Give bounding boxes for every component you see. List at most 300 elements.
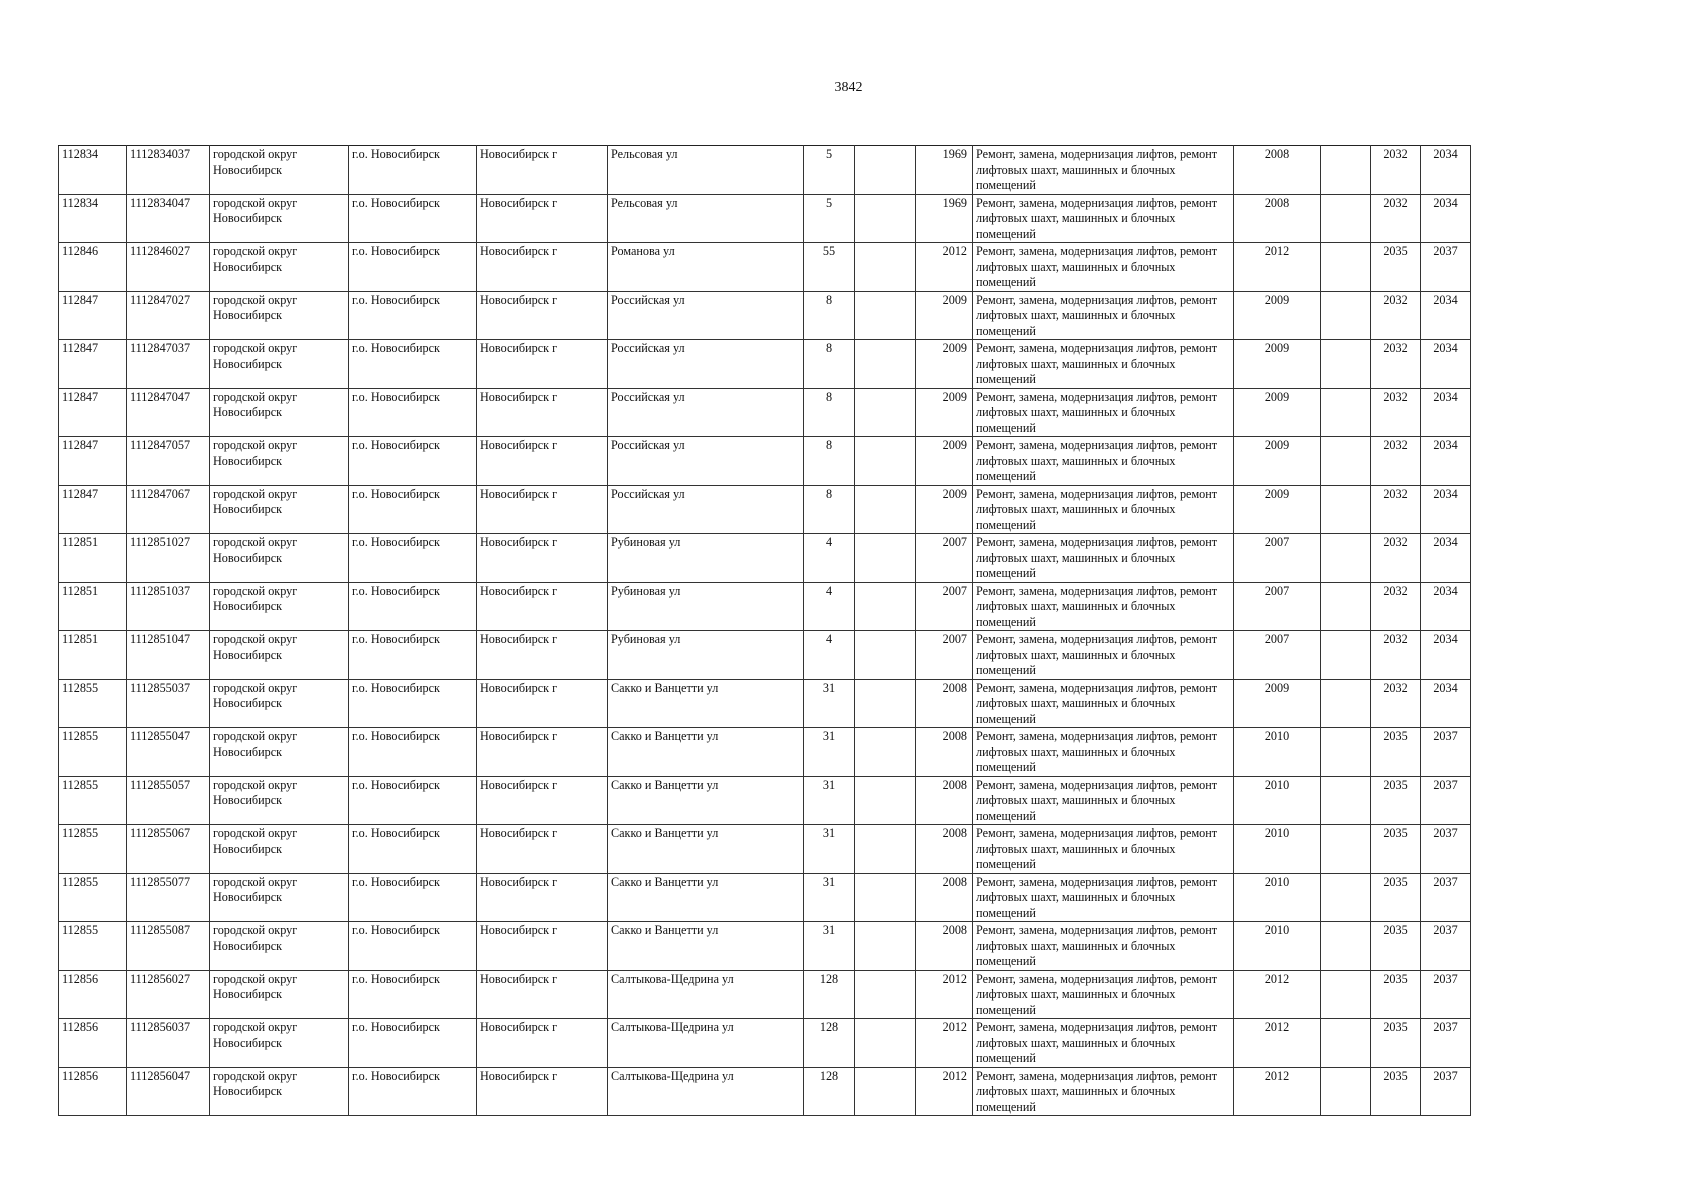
empty-cell — [1321, 437, 1371, 486]
municipality-cell: городской округ Новосибирск — [210, 582, 349, 631]
house-number-cell: 128 — [804, 970, 855, 1019]
empty-cell — [1321, 146, 1371, 195]
house-id-cell: 112851 — [59, 582, 127, 631]
object-code-cell: 1112847067 — [127, 485, 210, 534]
settlement-cell: г.о. Новосибирск — [349, 970, 477, 1019]
table-row — [59, 194, 1471, 243]
locality-cell: Новосибирск г — [477, 146, 608, 195]
table-row — [59, 922, 1471, 971]
empty-cell — [1321, 340, 1371, 389]
municipality-cell: городской округ Новосибирск — [210, 1067, 349, 1116]
settlement-cell: г.о. Новосибирск — [349, 291, 477, 340]
locality-cell: Новосибирск г — [477, 485, 608, 534]
year-built-cell: 2009 — [916, 291, 973, 340]
settlement-cell: г.о. Новосибирск — [349, 485, 477, 534]
street-cell: Рубиновая ул — [608, 631, 804, 680]
building-cell — [855, 922, 916, 971]
work-type-cell: Ремонт, замена, модернизация лифтов, ремонт лифтовых шахт, машинных и блочных помещений — [973, 1019, 1234, 1068]
building-cell — [855, 437, 916, 486]
empty-cell — [1321, 873, 1371, 922]
municipality-cell: городской округ Новосибирск — [210, 1019, 349, 1068]
municipality-cell: городской округ Новосибирск — [210, 825, 349, 874]
year-built-cell: 2007 — [916, 534, 973, 583]
object-code-cell: 1112855047 — [127, 728, 210, 777]
municipality-cell: городской округ Новосибирск — [210, 243, 349, 292]
work-type-cell: Ремонт, замена, модернизация лифтов, ремонт лифтовых шахт, машинных и блочных помещений — [973, 873, 1234, 922]
municipality-cell: городской округ Новосибирск — [210, 534, 349, 583]
year-built-cell: 1969 — [916, 194, 973, 243]
locality-cell: Новосибирск г — [477, 534, 608, 583]
house-id-cell: 112851 — [59, 534, 127, 583]
empty-cell — [1321, 922, 1371, 971]
empty-cell — [1321, 728, 1371, 777]
last-repair-year-cell: 2010 — [1234, 776, 1321, 825]
municipality-cell: городской округ Новосибирск — [210, 631, 349, 680]
last-repair-year-cell: 2010 — [1234, 873, 1321, 922]
plan-end-year-cell: 2034 — [1421, 194, 1471, 243]
house-id-cell: 112855 — [59, 873, 127, 922]
settlement-cell: г.о. Новосибирск — [349, 776, 477, 825]
building-cell — [855, 485, 916, 534]
work-type-cell: Ремонт, замена, модернизация лифтов, ремонт лифтовых шахт, машинных и блочных помещений — [973, 437, 1234, 486]
municipality-cell: городской округ Новосибирск — [210, 388, 349, 437]
house-id-cell: 112856 — [59, 1067, 127, 1116]
house-number-cell: 4 — [804, 582, 855, 631]
house-number-cell: 8 — [804, 291, 855, 340]
building-cell — [855, 291, 916, 340]
work-type-cell: Ремонт, замена, модернизация лифтов, ремонт лифтовых шахт, машинных и блочных помещений — [973, 631, 1234, 680]
year-built-cell: 2009 — [916, 340, 973, 389]
house-id-cell: 112855 — [59, 679, 127, 728]
house-number-cell: 31 — [804, 922, 855, 971]
house-number-cell: 5 — [804, 146, 855, 195]
building-cell — [855, 825, 916, 874]
object-code-cell: 1112847047 — [127, 388, 210, 437]
locality-cell: Новосибирск г — [477, 873, 608, 922]
building-cell — [855, 873, 916, 922]
street-cell: Российская ул — [608, 388, 804, 437]
building-cell — [855, 534, 916, 583]
year-built-cell: 2008 — [916, 776, 973, 825]
building-cell — [855, 340, 916, 389]
plan-start-year-cell: 2032 — [1371, 194, 1421, 243]
year-built-cell: 2009 — [916, 485, 973, 534]
house-id-cell: 112847 — [59, 437, 127, 486]
locality-cell: Новосибирск г — [477, 291, 608, 340]
plan-start-year-cell: 2035 — [1371, 728, 1421, 777]
plan-end-year-cell: 2037 — [1421, 970, 1471, 1019]
table-row — [59, 825, 1471, 874]
plan-start-year-cell: 2032 — [1371, 146, 1421, 195]
municipality-cell: городской округ Новосибирск — [210, 291, 349, 340]
plan-end-year-cell: 2034 — [1421, 679, 1471, 728]
house-id-cell: 112851 — [59, 631, 127, 680]
year-built-cell: 2012 — [916, 1067, 973, 1116]
street-cell: Салтыкова-Щедрина ул — [608, 1067, 804, 1116]
work-type-cell: Ремонт, замена, модернизация лифтов, ремонт лифтовых шахт, машинных и блочных помещений — [973, 146, 1234, 195]
empty-cell — [1321, 243, 1371, 292]
registry-table — [58, 145, 1471, 1116]
building-cell — [855, 631, 916, 680]
house-number-cell: 4 — [804, 534, 855, 583]
work-type-cell: Ремонт, замена, модернизация лифтов, ремонт лифтовых шахт, машинных и блочных помещений — [973, 679, 1234, 728]
street-cell: Салтыкова-Щедрина ул — [608, 1019, 804, 1068]
locality-cell: Новосибирск г — [477, 679, 608, 728]
object-code-cell: 1112855037 — [127, 679, 210, 728]
year-built-cell: 2012 — [916, 243, 973, 292]
last-repair-year-cell: 2012 — [1234, 970, 1321, 1019]
house-number-cell: 4 — [804, 631, 855, 680]
plan-end-year-cell: 2034 — [1421, 437, 1471, 486]
plan-start-year-cell: 2035 — [1371, 825, 1421, 874]
plan-end-year-cell: 2034 — [1421, 485, 1471, 534]
last-repair-year-cell: 2008 — [1234, 194, 1321, 243]
empty-cell — [1321, 825, 1371, 874]
settlement-cell: г.о. Новосибирск — [349, 873, 477, 922]
house-id-cell: 112855 — [59, 728, 127, 777]
last-repair-year-cell: 2009 — [1234, 340, 1321, 389]
building-cell — [855, 243, 916, 292]
table-row — [59, 243, 1471, 292]
locality-cell: Новосибирск г — [477, 437, 608, 486]
plan-start-year-cell: 2032 — [1371, 534, 1421, 583]
settlement-cell: г.о. Новосибирск — [349, 922, 477, 971]
plan-end-year-cell: 2037 — [1421, 825, 1471, 874]
last-repair-year-cell: 2010 — [1234, 922, 1321, 971]
table-row — [59, 1067, 1471, 1116]
locality-cell: Новосибирск г — [477, 922, 608, 971]
table-row — [59, 146, 1471, 195]
object-code-cell: 1112847027 — [127, 291, 210, 340]
object-code-cell: 1112851037 — [127, 582, 210, 631]
building-cell — [855, 388, 916, 437]
municipality-cell: городской округ Новосибирск — [210, 776, 349, 825]
building-cell — [855, 194, 916, 243]
work-type-cell: Ремонт, замена, модернизация лифтов, ремонт лифтовых шахт, машинных и блочных помещений — [973, 1067, 1234, 1116]
plan-start-year-cell: 2032 — [1371, 291, 1421, 340]
municipality-cell: городской округ Новосибирск — [210, 146, 349, 195]
empty-cell — [1321, 388, 1371, 437]
locality-cell: Новосибирск г — [477, 388, 608, 437]
year-built-cell: 2008 — [916, 873, 973, 922]
settlement-cell: г.о. Новосибирск — [349, 1067, 477, 1116]
work-type-cell: Ремонт, замена, модернизация лифтов, ремонт лифтовых шахт, машинных и блочных помещений — [973, 970, 1234, 1019]
locality-cell: Новосибирск г — [477, 1067, 608, 1116]
plan-end-year-cell: 2034 — [1421, 388, 1471, 437]
year-built-cell: 2008 — [916, 679, 973, 728]
house-id-cell: 112846 — [59, 243, 127, 292]
table-row — [59, 437, 1471, 486]
work-type-cell: Ремонт, замена, модернизация лифтов, ремонт лифтовых шахт, машинных и блочных помещений — [973, 291, 1234, 340]
settlement-cell: г.о. Новосибирск — [349, 534, 477, 583]
plan-start-year-cell: 2035 — [1371, 776, 1421, 825]
street-cell: Российская ул — [608, 485, 804, 534]
locality-cell: Новосибирск г — [477, 1019, 608, 1068]
table-row — [59, 485, 1471, 534]
plan-start-year-cell: 2035 — [1371, 970, 1421, 1019]
municipality-cell: городской округ Новосибирск — [210, 437, 349, 486]
locality-cell: Новосибирск г — [477, 582, 608, 631]
plan-end-year-cell: 2034 — [1421, 146, 1471, 195]
settlement-cell: г.о. Новосибирск — [349, 582, 477, 631]
plan-start-year-cell: 2032 — [1371, 388, 1421, 437]
year-built-cell: 2012 — [916, 1019, 973, 1068]
house-id-cell: 112855 — [59, 776, 127, 825]
year-built-cell: 2009 — [916, 437, 973, 486]
locality-cell: Новосибирск г — [477, 776, 608, 825]
plan-start-year-cell: 2032 — [1371, 582, 1421, 631]
last-repair-year-cell: 2009 — [1234, 679, 1321, 728]
table-row — [59, 970, 1471, 1019]
street-cell: Сакко и Ванцетти ул — [608, 873, 804, 922]
locality-cell: Новосибирск г — [477, 970, 608, 1019]
street-cell: Российская ул — [608, 340, 804, 389]
object-code-cell: 1112851047 — [127, 631, 210, 680]
empty-cell — [1321, 1019, 1371, 1068]
object-code-cell: 1112847057 — [127, 437, 210, 486]
object-code-cell: 1112834037 — [127, 146, 210, 195]
object-code-cell: 1112855067 — [127, 825, 210, 874]
settlement-cell: г.о. Новосибирск — [349, 825, 477, 874]
last-repair-year-cell: 2010 — [1234, 825, 1321, 874]
plan-start-year-cell: 2035 — [1371, 922, 1421, 971]
building-cell — [855, 970, 916, 1019]
empty-cell — [1321, 194, 1371, 243]
work-type-cell: Ремонт, замена, модернизация лифтов, ремонт лифтовых шахт, машинных и блочных помещений — [973, 534, 1234, 583]
page-number: 3842 — [834, 80, 863, 95]
street-cell: Салтыкова-Щедрина ул — [608, 970, 804, 1019]
street-cell: Российская ул — [608, 291, 804, 340]
empty-cell — [1321, 776, 1371, 825]
locality-cell: Новосибирск г — [477, 340, 608, 389]
plan-start-year-cell: 2035 — [1371, 243, 1421, 292]
plan-end-year-cell: 2037 — [1421, 728, 1471, 777]
plan-end-year-cell: 2037 — [1421, 243, 1471, 292]
object-code-cell: 1112846027 — [127, 243, 210, 292]
plan-end-year-cell: 2037 — [1421, 873, 1471, 922]
street-cell: Российская ул — [608, 437, 804, 486]
plan-end-year-cell: 2037 — [1421, 776, 1471, 825]
work-type-cell: Ремонт, замена, модернизация лифтов, ремонт лифтовых шахт, машинных и блочных помещений — [973, 485, 1234, 534]
house-id-cell: 112834 — [59, 194, 127, 243]
last-repair-year-cell: 2008 — [1234, 146, 1321, 195]
house-id-cell: 112847 — [59, 388, 127, 437]
object-code-cell: 1112856047 — [127, 1067, 210, 1116]
last-repair-year-cell: 2007 — [1234, 582, 1321, 631]
settlement-cell: г.о. Новосибирск — [349, 243, 477, 292]
empty-cell — [1321, 970, 1371, 1019]
municipality-cell: городской округ Новосибирск — [210, 873, 349, 922]
empty-cell — [1321, 679, 1371, 728]
last-repair-year-cell: 2009 — [1234, 291, 1321, 340]
empty-cell — [1321, 485, 1371, 534]
work-type-cell: Ремонт, замена, модернизация лифтов, ремонт лифтовых шахт, машинных и блочных помещений — [973, 582, 1234, 631]
plan-end-year-cell: 2034 — [1421, 534, 1471, 583]
settlement-cell: г.о. Новосибирск — [349, 388, 477, 437]
locality-cell: Новосибирск г — [477, 825, 608, 874]
last-repair-year-cell: 2012 — [1234, 1019, 1321, 1068]
work-type-cell: Ремонт, замена, модернизация лифтов, ремонт лифтовых шахт, машинных и блочных помещений — [973, 922, 1234, 971]
street-cell: Сакко и Ванцетти ул — [608, 728, 804, 777]
house-id-cell: 112847 — [59, 291, 127, 340]
street-cell: Рубиновая ул — [608, 534, 804, 583]
work-type-cell: Ремонт, замена, модернизация лифтов, ремонт лифтовых шахт, машинных и блочных помещений — [973, 243, 1234, 292]
empty-cell — [1321, 534, 1371, 583]
object-code-cell: 1112847037 — [127, 340, 210, 389]
settlement-cell: г.о. Новосибирск — [349, 728, 477, 777]
last-repair-year-cell: 2009 — [1234, 437, 1321, 486]
table-row — [59, 582, 1471, 631]
plan-start-year-cell: 2035 — [1371, 1019, 1421, 1068]
last-repair-year-cell: 2010 — [1234, 728, 1321, 777]
settlement-cell: г.о. Новосибирск — [349, 437, 477, 486]
object-code-cell: 1112855057 — [127, 776, 210, 825]
street-cell: Сакко и Ванцетти ул — [608, 679, 804, 728]
table-row — [59, 679, 1471, 728]
work-type-cell: Ремонт, замена, модернизация лифтов, ремонт лифтовых шахт, машинных и блочных помещений — [973, 194, 1234, 243]
settlement-cell: г.о. Новосибирск — [349, 631, 477, 680]
plan-start-year-cell: 2035 — [1371, 1067, 1421, 1116]
plan-start-year-cell: 2032 — [1371, 485, 1421, 534]
table-row — [59, 776, 1471, 825]
house-number-cell: 31 — [804, 776, 855, 825]
object-code-cell: 1112834047 — [127, 194, 210, 243]
locality-cell: Новосибирск г — [477, 631, 608, 680]
house-number-cell: 5 — [804, 194, 855, 243]
table-row — [59, 340, 1471, 389]
settlement-cell: г.о. Новосибирск — [349, 146, 477, 195]
building-cell — [855, 1067, 916, 1116]
object-code-cell: 1112855087 — [127, 922, 210, 971]
municipality-cell: городской округ Новосибирск — [210, 340, 349, 389]
house-number-cell: 31 — [804, 728, 855, 777]
plan-start-year-cell: 2032 — [1371, 437, 1421, 486]
object-code-cell: 1112856037 — [127, 1019, 210, 1068]
municipality-cell: городской округ Новосибирск — [210, 485, 349, 534]
street-cell: Сакко и Ванцетти ул — [608, 922, 804, 971]
municipality-cell: городской округ Новосибирск — [210, 970, 349, 1019]
plan-start-year-cell: 2032 — [1371, 631, 1421, 680]
building-cell — [855, 146, 916, 195]
house-number-cell: 55 — [804, 243, 855, 292]
house-id-cell: 112856 — [59, 970, 127, 1019]
street-cell: Сакко и Ванцетти ул — [608, 825, 804, 874]
locality-cell: Новосибирск г — [477, 728, 608, 777]
building-cell — [855, 679, 916, 728]
plan-start-year-cell: 2032 — [1371, 340, 1421, 389]
work-type-cell: Ремонт, замена, модернизация лифтов, ремонт лифтовых шахт, машинных и блочных помещений — [973, 825, 1234, 874]
street-cell: Сакко и Ванцетти ул — [608, 776, 804, 825]
municipality-cell: городской округ Новосибирск — [210, 922, 349, 971]
work-type-cell: Ремонт, замена, модернизация лифтов, ремонт лифтовых шахт, машинных и блочных помещений — [973, 728, 1234, 777]
plan-end-year-cell: 2034 — [1421, 291, 1471, 340]
house-number-cell: 31 — [804, 825, 855, 874]
street-cell: Романова ул — [608, 243, 804, 292]
street-cell: Рельсовая ул — [608, 146, 804, 195]
street-cell: Рубиновая ул — [608, 582, 804, 631]
municipality-cell: городской округ Новосибирск — [210, 728, 349, 777]
object-code-cell: 1112851027 — [127, 534, 210, 583]
empty-cell — [1321, 291, 1371, 340]
locality-cell: Новосибирск г — [477, 243, 608, 292]
table-row — [59, 534, 1471, 583]
table-row — [59, 631, 1471, 680]
house-number-cell: 8 — [804, 340, 855, 389]
settlement-cell: г.о. Новосибирск — [349, 1019, 477, 1068]
empty-cell — [1321, 1067, 1371, 1116]
house-number-cell: 128 — [804, 1019, 855, 1068]
year-built-cell: 2007 — [916, 631, 973, 680]
plan-end-year-cell: 2034 — [1421, 340, 1471, 389]
table-row — [59, 728, 1471, 777]
year-built-cell: 2012 — [916, 970, 973, 1019]
last-repair-year-cell: 2012 — [1234, 1067, 1321, 1116]
plan-end-year-cell: 2034 — [1421, 582, 1471, 631]
last-repair-year-cell: 2009 — [1234, 388, 1321, 437]
plan-end-year-cell: 2037 — [1421, 1019, 1471, 1068]
table-row — [59, 291, 1471, 340]
house-id-cell: 112855 — [59, 922, 127, 971]
house-id-cell: 112847 — [59, 485, 127, 534]
object-code-cell: 1112855077 — [127, 873, 210, 922]
settlement-cell: г.о. Новосибирск — [349, 679, 477, 728]
house-number-cell: 8 — [804, 485, 855, 534]
empty-cell — [1321, 631, 1371, 680]
municipality-cell: городской округ Новосибирск — [210, 194, 349, 243]
house-number-cell: 8 — [804, 388, 855, 437]
building-cell — [855, 582, 916, 631]
house-number-cell: 31 — [804, 873, 855, 922]
building-cell — [855, 1019, 916, 1068]
work-type-cell: Ремонт, замена, модернизация лифтов, ремонт лифтовых шахт, машинных и блочных помещений — [973, 340, 1234, 389]
house-id-cell: 112847 — [59, 340, 127, 389]
plan-end-year-cell: 2037 — [1421, 922, 1471, 971]
plan-end-year-cell: 2037 — [1421, 1067, 1471, 1116]
house-number-cell: 31 — [804, 679, 855, 728]
plan-end-year-cell: 2034 — [1421, 631, 1471, 680]
settlement-cell: г.о. Новосибирск — [349, 340, 477, 389]
plan-start-year-cell: 2032 — [1371, 679, 1421, 728]
work-type-cell: Ремонт, замена, модернизация лифтов, ремонт лифтовых шахт, машинных и блочных помещений — [973, 776, 1234, 825]
table-row — [59, 873, 1471, 922]
building-cell — [855, 728, 916, 777]
last-repair-year-cell: 2009 — [1234, 485, 1321, 534]
year-built-cell: 2009 — [916, 388, 973, 437]
year-built-cell: 2008 — [916, 728, 973, 777]
settlement-cell: г.о. Новосибирск — [349, 194, 477, 243]
house-number-cell: 8 — [804, 437, 855, 486]
last-repair-year-cell: 2007 — [1234, 534, 1321, 583]
house-id-cell: 112834 — [59, 146, 127, 195]
street-cell: Рельсовая ул — [608, 194, 804, 243]
object-code-cell: 1112856027 — [127, 970, 210, 1019]
plan-start-year-cell: 2035 — [1371, 873, 1421, 922]
year-built-cell: 1969 — [916, 146, 973, 195]
house-id-cell: 112856 — [59, 1019, 127, 1068]
table-row — [59, 388, 1471, 437]
house-number-cell: 128 — [804, 1067, 855, 1116]
table-body — [59, 146, 1471, 1116]
year-built-cell: 2008 — [916, 922, 973, 971]
building-cell — [855, 776, 916, 825]
empty-cell — [1321, 582, 1371, 631]
municipality-cell: городской округ Новосибирск — [210, 679, 349, 728]
year-built-cell: 2007 — [916, 582, 973, 631]
year-built-cell: 2008 — [916, 825, 973, 874]
locality-cell: Новосибирск г — [477, 194, 608, 243]
house-id-cell: 112855 — [59, 825, 127, 874]
last-repair-year-cell: 2012 — [1234, 243, 1321, 292]
